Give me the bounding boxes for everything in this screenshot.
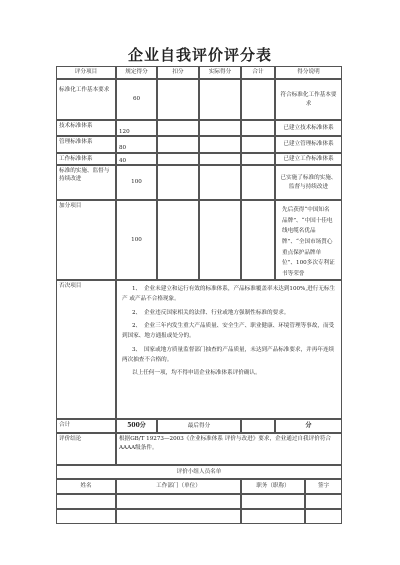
header-deduct: 扣分 [157,66,199,79]
panel-col-dept: 工作部门（单位） [116,479,241,494]
row-note: 先后获得“中国知名品牌”、“中国十佳电线电缆名优品牌”、“全国市场質心重点保护品牌单位”、100多次专利证书等荣誉 [275,200,342,280]
row-note: 已实施了标准的实施、监督与持续改进 [275,165,342,200]
row-actual [199,200,241,280]
row-note: 符合标准化工作基本要求 [275,79,342,120]
panel-col-title: 职务（职称） [241,479,305,494]
row-total [241,120,275,136]
final-score-value [241,419,275,433]
row-item: 管理标准体系 [56,136,116,153]
header-total: 合计 [241,66,275,79]
row-total [241,153,275,165]
conclusion-label: 评价结论 [56,433,116,465]
panel-cell [305,509,342,524]
row-actual [199,165,241,200]
header-note: 得分说明 [275,66,342,79]
row-score: 60 [116,79,157,120]
header-actual: 实际得分 [199,66,241,79]
row-actual [199,79,241,120]
final-score-unit: 分 [275,419,342,433]
row-item: 技术标准体系 [56,120,116,136]
panel-cell [241,509,305,524]
row-total [241,136,275,153]
veto-content [116,280,342,419]
veto-item: 1、 企业未建立和运行有效的标准体系，产品标准覆盖率未达到100%,进行无标生产 或产品不合格现象。 [122,286,336,302]
panel-heading: 评价小组人员名单 [56,465,342,479]
row-deduct [157,136,199,153]
row-total [241,165,275,200]
total-label: 合计 [56,419,116,433]
panel-cell [241,494,305,509]
row-actual [199,153,241,165]
panel-cell [56,494,116,509]
page-title: 企业自我评价评分表 [127,46,272,64]
row-deduct [157,165,199,200]
row-deduct [157,79,199,120]
veto-summary: 以上任何一项，均不得申请企业标准体系评价确认。 [132,370,261,377]
row-note: 已建立技术标准体系 [275,120,342,136]
panel-cell [305,494,342,509]
total-value: 500分 [116,419,157,433]
row-score: 120 [116,120,157,136]
veto-item: 2、 企业违反国家相关的法律、行业或地方强制性标准的要求。 [132,309,290,316]
evaluation-table [56,66,342,524]
row-note: 已建立工作标准体系 [275,153,342,165]
row-item: 标准的实施、监督与持续改进 [56,165,116,200]
row-actual [199,136,241,153]
row-note: 已建立管理标准体系 [275,136,342,153]
row-score: 40 [116,153,157,165]
veto-item: 3、 国家或地方质量监督部门抽查的产品质量，未达到产品标准要求，并再年连续两次抽查不合格的。 [122,346,335,363]
panel-cell [56,509,116,524]
row-deduct [157,200,199,280]
panel-col-name: 姓名 [56,479,116,494]
row-deduct [157,153,199,165]
row-item: 标准化工作基本要求 [56,79,116,120]
row-score: 100 [116,165,157,200]
conclusion-text: 根据GB/T 19273—2003《企业标准体系 评价与改进》要求，企业通过自我评价符合AAAA级条件。 [116,433,342,465]
row-total [241,79,275,120]
row-total [241,200,275,280]
row-score: 80 [116,136,157,153]
veto-label: 否决项目 [56,280,116,419]
header-item: 评分项目 [56,66,116,79]
final-score-label: 最后得分 [157,419,241,433]
row-item: 加分项目 [56,200,116,280]
panel-col-sign: 签字 [305,479,342,494]
row-deduct [157,120,199,136]
veto-item: 2、 企业三年内发生重大产品质量、安全生产、职业健康、环境管理等事故，而受到国家、地方通报或处分的。 [122,323,335,340]
panel-cell [116,509,241,524]
row-actual [199,120,241,136]
panel-cell [116,494,241,509]
header-std-score: 规定得分 [116,66,157,79]
row-item: 工作标准体系 [56,153,116,165]
row-score: 100 [116,200,157,280]
